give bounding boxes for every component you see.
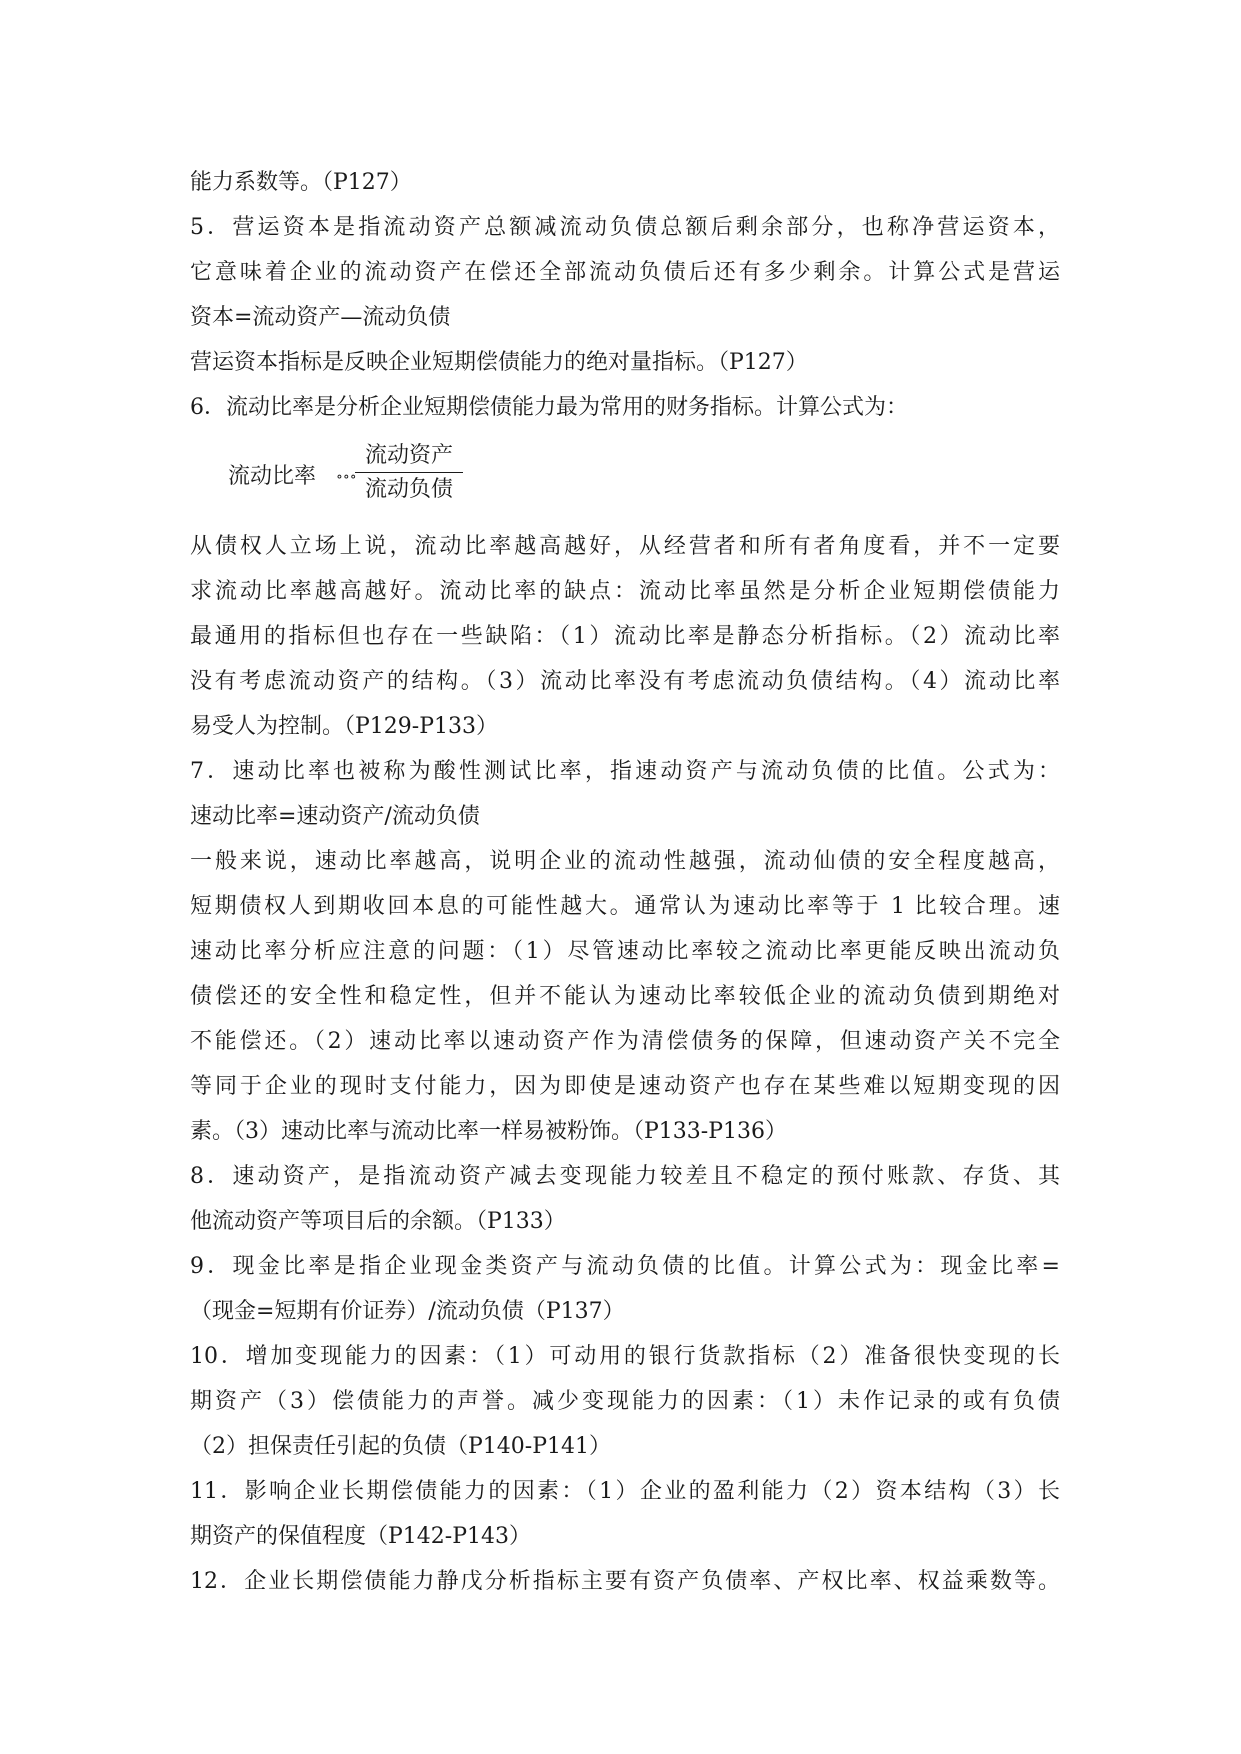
text-line: 7．速动比率也被称为酸性测试比率，指速动资产与流动负债的比值。公式为： <box>190 759 1060 784</box>
text-line: 6．流动比率是分析企业短期偿债能力最为常用的财务指标。计算公式为： <box>190 395 908 420</box>
text-line: 期资产的保值程度（P142-P143） <box>190 1524 532 1549</box>
text-line: 他流动资产等项目后的余额。（P133） <box>190 1209 566 1234</box>
text-line: 营运资本指标是反映企业短期偿债能力的绝对量指标。（P127） <box>190 350 808 375</box>
formula-denominator: 流动负债 <box>364 477 453 502</box>
paragraphs-before-formula <box>190 160 1060 430</box>
text-line: 求流动比率越高越好。流动比率的缺点：流动比率虽然是分析企业短期偿债能力 <box>190 579 1060 604</box>
text-line: 9．现金比率是指企业现金类资产与流动负债的比值。计算公式为：现金比率= <box>190 1254 1060 1279</box>
text-line: 素。（3）速动比率与流动比率一样易被粉饰。（P133-P136） <box>190 1119 788 1144</box>
text-line: 易受人为控制。（P129-P133） <box>190 714 499 739</box>
formula-numerator: 流动资产 <box>355 440 463 473</box>
text-line: 速动比率=速动资产/流动负债 <box>190 804 480 829</box>
text-line: 等同于企业的现时支付能力，因为即使是速动资产也存在某些难以短期变现的因 <box>190 1074 1060 1099</box>
document-page <box>190 160 1060 1604</box>
text-line: 最通用的指标但也存在一些缺陷：（1）流动比率是静态分析指标。（2）流动比率 <box>190 624 1060 649</box>
text-line: 10．增加变现能力的因素：（1）可动用的银行货款指标（2）准备很快变现的长 <box>190 1344 1060 1369</box>
text-line: 从债权人立场上说，流动比率越高越好，从经营者和所有者角度看，并不一定要 <box>190 534 1060 559</box>
text-line: （现金=短期有价证券）/流动负债（P137） <box>190 1299 625 1324</box>
paragraphs-after-formula <box>190 524 1060 1604</box>
text-line: 资本=流动资产—流动负债 <box>190 305 451 330</box>
text-line: 一般来说，速动比率越高，说明企业的流动性越强，流动仙债的安全程度越高， <box>190 849 1060 874</box>
text-line: 短期债权人到期收回本息的可能性越大。通常认为速动比率等于 1 比较合理。速 <box>190 894 1060 919</box>
text-line: 期资产（3）偿债能力的声誉。减少变现能力的因素：（1）未作记录的或有负债 <box>190 1389 1060 1414</box>
text-line: （2）担保责任引起的负债（P140-P141） <box>190 1434 612 1459</box>
formula-fraction <box>355 440 463 507</box>
text-line: 没有考虑流动资产的结构。（3）流动比率没有考虑流动负债结构。（4）流动比率 <box>190 669 1060 694</box>
text-line: 8．速动资产，是指流动资产减去变现能力较差且不稳定的预付账款、存货、其 <box>190 1164 1060 1189</box>
text-line: 5．营运资本是指流动资产总额减流动负债总额后剩余部分，也称净营运资本， <box>190 215 1060 240</box>
text-line: 11．影响企业长期偿债能力的因素：（1）企业的盈利能力（2）资本结构（3）长 <box>190 1479 1060 1504</box>
text-line: 能力系数等。（P127） <box>190 170 412 195</box>
text-line: 债偿还的安全性和稳定性，但并不能认为速动比率较低企业的流动负债到期绝对 <box>190 984 1060 1009</box>
formula-lhs: 流动比率 <box>228 464 317 489</box>
current-ratio-formula <box>190 440 1060 524</box>
formula-equals-sign: ∘∘∘ <box>336 469 357 485</box>
text-line: 不能偿还。（2）速动比率以速动资产作为清偿债务的保障，但速动资产关不完全 <box>190 1029 1060 1054</box>
text-line: 12．企业长期偿债能力静戊分析指标主要有资产负债率、产权比率、权益乘数等。 <box>190 1569 1060 1594</box>
text-line: 速动比率分析应注意的问题：（1）尽管速动比率较之流动比率更能反映出流动负 <box>190 939 1060 964</box>
text-line: 它意味着企业的流动资产在偿还全部流动负债后还有多少剩余。计算公式是营运 <box>190 260 1060 285</box>
